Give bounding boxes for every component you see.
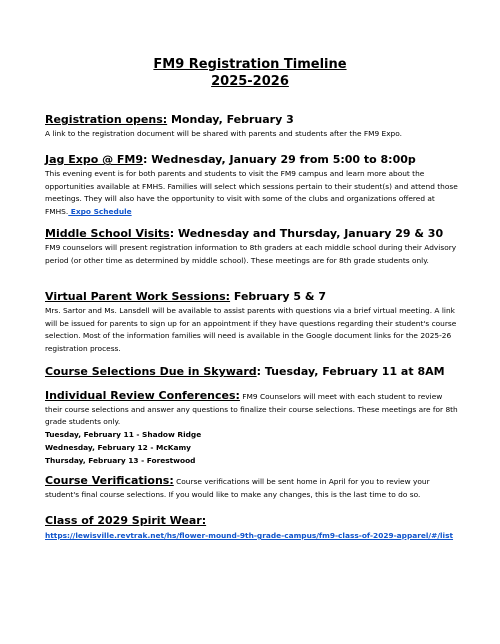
heading-date: : Tuesday, February 11 at 8AM <box>256 365 445 378</box>
section-body <box>45 168 460 219</box>
section-registration-opens <box>45 112 460 141</box>
heading-label: Individual Review Conferences: <box>45 389 240 402</box>
section-heading <box>45 289 460 304</box>
heading-label: Middle School Visits <box>45 227 170 240</box>
section-heading <box>45 112 460 127</box>
heading-date: February 5 & 7 <box>230 290 326 303</box>
review-schedule-item: Wednesday, February 12 - McKamy <box>45 442 191 452</box>
expo-schedule-link[interactable]: Expo Schedule <box>68 207 132 217</box>
heading-label: Course Selections Due in Skyward <box>45 365 257 378</box>
heading-label: Jag Expo @ FM9 <box>45 153 144 166</box>
heading-date: : Wednesday, January 29 from 5:00 to 8:00p <box>143 153 416 166</box>
section-course-selections-due <box>45 364 460 379</box>
section-course-verifications <box>45 475 460 501</box>
section-middle-school-visits <box>45 226 460 267</box>
section-heading <box>45 513 465 528</box>
section-individual-review <box>45 390 460 467</box>
heading-date: : Wednesday and Thursday, January 29 & 30 <box>169 227 444 240</box>
title-line-1: FM9 Registration Timeline <box>153 57 347 72</box>
section-body: FM9 counselors will present registration information to 8th graders at each middle school during their Advisory period (or other time as determined by middle school). These meetings are for 8th grade students only. <box>45 243 457 265</box>
heading-date: Monday, February 3 <box>167 113 294 126</box>
section-body: Mrs. Sartor and Ms. Lansdell will be available to assist parents with questions via a brief virtual meeting. A link will be issued for parents to sign up for an appointment if they have questions regarding their student's course selection. Most of the information families will need is available in the Google document links for the 2025-26 registration process. <box>45 306 457 354</box>
section-heading <box>45 152 460 167</box>
section-heading <box>45 364 460 379</box>
section-heading <box>45 226 460 241</box>
review-schedule-item: Thursday, February 13 - Forestwood <box>45 455 196 465</box>
review-schedule-item: Tuesday, February 11 - Shadow Ridge <box>45 430 202 440</box>
spirit-wear-link[interactable]: https://lewisville.revtrak.net/hs/flower-mound-9th-grade-campus/fm9-class-of-2029-apparel/#/list <box>45 531 454 540</box>
review-description: FM9 Counselors will meet with each student to review their course selections and answer any questions to finalize their course selections. These meetings are for 8th grade students only. <box>45 392 458 427</box>
heading-label: Registration opens: <box>45 113 168 126</box>
verifications-paragraph <box>45 475 460 501</box>
verifications-description: Course verifications will be sent home in April for you to review your student's final course selections. If you would like to make any changes, this is the last time to do so. <box>45 477 430 499</box>
section-jag-expo <box>45 152 460 219</box>
heading-label: Course Verifications: <box>45 474 174 487</box>
review-paragraph <box>45 390 460 429</box>
document-title <box>0 56 500 90</box>
section-virtual-parent-sessions <box>45 289 460 356</box>
section-body: A link to the registration document will be shared with parents and students after the FM9 Expo. <box>45 129 402 138</box>
expo-description: This evening event is for both parents and students to visit the FM9 campus and learn more about the opportunities available at FMHS. Families will select which sessions pertain to their student(s) and attend those meetings. They will also have the opportunity to visit with some of the clubs and organizations offered at FMHS. <box>45 169 458 217</box>
heading-label: Class of 2029 Spirit Wear: <box>45 514 207 527</box>
heading-label: Virtual Parent Work Sessions: <box>45 290 231 303</box>
title-line-2: 2025-2026 <box>211 74 289 89</box>
section-spirit-wear <box>45 513 465 542</box>
